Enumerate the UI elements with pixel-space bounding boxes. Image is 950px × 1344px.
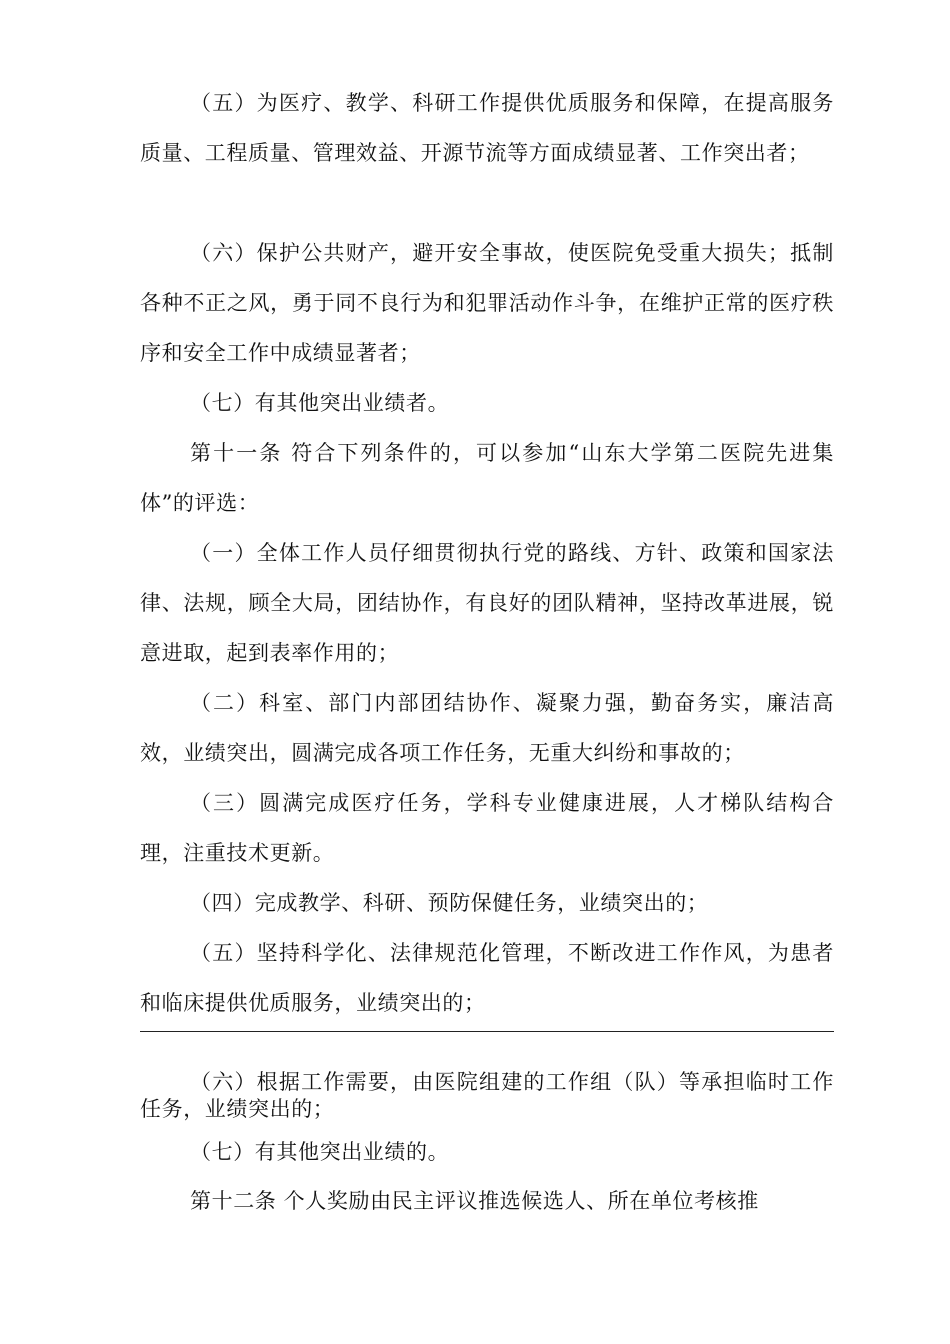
collective-condition-six: （六）根据工作需要，由医院组建的工作组（队）等承担临时工作任务，业绩突出的； (140, 1070, 834, 1121)
article-twelve: 第十二条 个人奖励由民主评议推选候选人、所在单位考核推 (190, 1189, 759, 1213)
paragraph-five: （五）为医疗、教学、科研工作提供优质服务和保障，在提高服务质量、工程质量、管理效益、开源节流等方面成绩显著、工作突出者； (140, 91, 834, 165)
paragraph-six: （六）保护公共财产，避开安全事故，使医院免受重大损失；抵制各种不正之风，勇于同不良行为和犯罪活动作斗争，在维护正常的医疗秩序和安全工作中成绩显著者； (140, 241, 834, 365)
collective-condition-two: （二）科室、部门内部团结协作、凝聚力强，勤奋务实，廉洁高效，业绩突出，圆满完成各项工作任务，无重大纠纷和事故的； (140, 691, 834, 765)
collective-condition-five: （五）坚持科学化、法律规范化管理，不断改进工作作风，为患者和临床提供优质服务，业绩突出的； (140, 941, 834, 1015)
collective-condition-seven: （七）有其他突出业绩的。 (190, 1140, 450, 1164)
article-eleven: 第十一条 符合下列条件的，可以参加“山东大学第二医院先进集体”的评选： (140, 441, 834, 515)
collective-condition-four: （四）完成教学、科研、预防保健任务，业绩突出的； (190, 891, 709, 915)
collective-condition-three: （三）圆满完成医疗任务，学科专业健康进展，人才梯队结构合理，注重技术更新。 (140, 791, 834, 865)
page-divider (140, 1031, 834, 1032)
paragraph-seven: （七）有其他突出业绩者。 (190, 391, 450, 415)
collective-condition-one: （一）全体工作人员仔细贯彻执行党的路线、方针、政策和国家法律、法规，顾全大局，团结协作，有良好的团队精神，坚持改革进展，锐意进取，起到表率作用的； (140, 541, 834, 665)
